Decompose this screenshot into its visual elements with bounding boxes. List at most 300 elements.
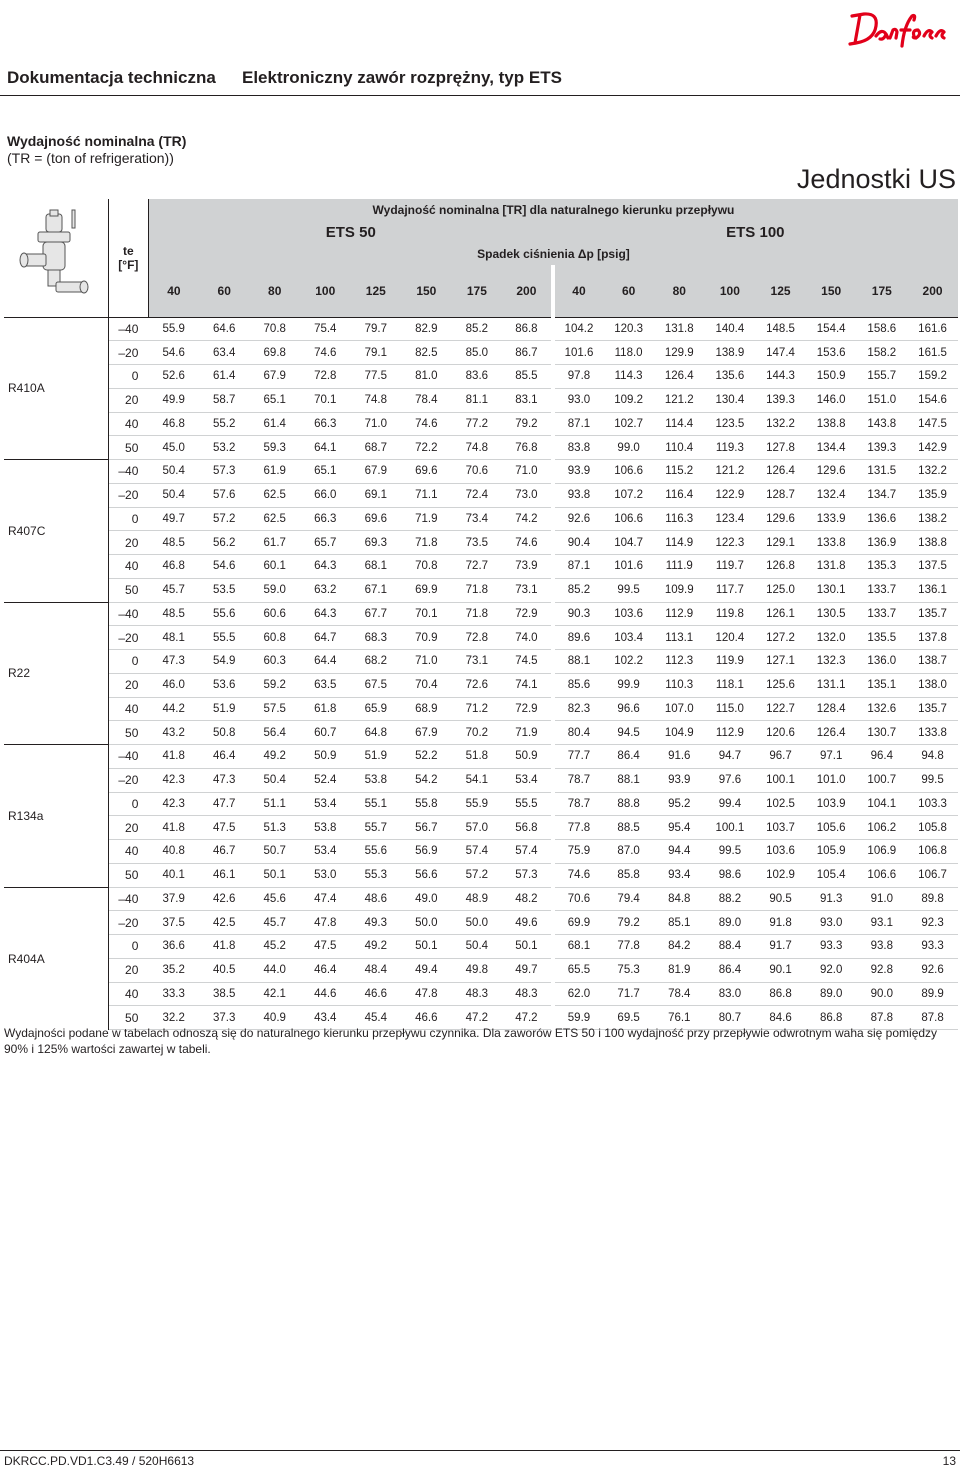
capacity-cell: 66.3 <box>300 412 351 436</box>
capacity-cell: 85.2 <box>452 317 503 341</box>
pressure-header-cell: 100 <box>705 265 756 317</box>
capacity-cell: 87.0 <box>603 840 654 864</box>
capacity-cell: 107.0 <box>654 697 705 721</box>
capacity-cell: 93.8 <box>553 483 604 507</box>
capacity-cell: 83.6 <box>452 365 503 389</box>
capacity-cell: 99.4 <box>705 792 756 816</box>
capacity-cell: 49.0 <box>401 887 452 911</box>
capacity-cell: 65.1 <box>300 460 351 484</box>
pressure-drop-header: Spadek ciśnienia Δp [psig] <box>148 243 958 265</box>
capacity-cell: 54.1 <box>452 768 503 792</box>
capacity-cell: 63.2 <box>300 578 351 602</box>
capacity-cell: 55.8 <box>401 792 452 816</box>
capacity-cell: 68.9 <box>401 697 452 721</box>
pressure-header-cell: 175 <box>857 265 908 317</box>
refrigerant-label: R404A <box>4 887 108 1030</box>
capacity-cell: 62.0 <box>553 982 604 1006</box>
table-row <box>4 460 958 484</box>
capacity-cell: 47.5 <box>300 935 351 959</box>
capacity-cell: 50.1 <box>249 863 300 887</box>
capacity-cell: 133.7 <box>857 602 908 626</box>
evaporating-temp-cell: –20 <box>108 626 148 650</box>
capacity-cell: 103.3 <box>907 792 958 816</box>
capacity-cell: 70.4 <box>401 673 452 697</box>
evaporating-temp-cell: 20 <box>108 388 148 412</box>
capacity-cell: 88.5 <box>603 816 654 840</box>
capacity-cell: 103.6 <box>603 602 654 626</box>
capacity-cell: 93.9 <box>553 460 604 484</box>
capacity-cell: 42.3 <box>148 792 199 816</box>
capacity-cell: 65.7 <box>300 531 351 555</box>
capacity-cell: 136.9 <box>857 531 908 555</box>
capacity-cell: 57.3 <box>502 863 553 887</box>
capacity-cell: 65.5 <box>553 958 604 982</box>
capacity-cell: 70.6 <box>452 460 503 484</box>
capacity-cell: 84.6 <box>755 1006 806 1030</box>
capacity-cell: 101.0 <box>806 768 857 792</box>
pressure-header-cell: 125 <box>351 265 402 317</box>
capacity-cell: 110.3 <box>654 673 705 697</box>
capacity-cell: 37.5 <box>148 911 199 935</box>
capacity-cell: 143.8 <box>857 412 908 436</box>
te-unit: [°F] <box>118 257 139 272</box>
evaporating-temp-cell: –20 <box>108 341 148 365</box>
capacity-cell: 114.9 <box>654 531 705 555</box>
evaporating-temp-cell: –20 <box>108 911 148 935</box>
capacity-cell: 135.1 <box>857 673 908 697</box>
capacity-cell: 103.9 <box>806 792 857 816</box>
capacity-cell: 89.0 <box>705 911 756 935</box>
capacity-cell: 78.4 <box>654 982 705 1006</box>
footnote: Wydajności podane w tabelach odnoszą się do naturalnego kierunku przepływu czynnika. Dla zaworów ETS 50 i 100 wydajność przy przepływie odwrotnym waha się pomiędzy 90% i 125% wartości zawartej w tabeli. <box>4 1026 938 1056</box>
capacity-cell: 53.4 <box>300 792 351 816</box>
capacity-cell: 62.5 <box>249 483 300 507</box>
capacity-cell: 88.1 <box>603 768 654 792</box>
capacity-cell: 92.3 <box>907 911 958 935</box>
capacity-cell: 50.4 <box>249 768 300 792</box>
capacity-cell: 52.4 <box>300 768 351 792</box>
capacity-cell: 86.4 <box>705 958 756 982</box>
capacity-cell: 126.4 <box>654 365 705 389</box>
capacity-cell: 91.6 <box>654 745 705 769</box>
capacity-cell: 158.6 <box>857 317 908 341</box>
capacity-cell: 97.1 <box>806 745 857 769</box>
capacity-cell: 70.9 <box>401 626 452 650</box>
capacity-cell: 75.9 <box>553 840 604 864</box>
capacity-cell: 61.7 <box>249 531 300 555</box>
capacity-cell: 125.0 <box>755 578 806 602</box>
capacity-cell: 72.9 <box>502 602 553 626</box>
te-header <box>108 199 148 317</box>
table-row <box>4 602 958 626</box>
capacity-cell: 55.1 <box>351 792 402 816</box>
capacity-cell: 57.4 <box>452 840 503 864</box>
capacity-cell: 53.6 <box>199 673 250 697</box>
capacity-cell: 83.8 <box>553 436 604 460</box>
refrigerant-label: R134a <box>4 745 108 888</box>
capacity-cell: 93.0 <box>553 388 604 412</box>
evaporating-temp-cell: 0 <box>108 650 148 674</box>
capacity-cell: 139.3 <box>755 388 806 412</box>
capacity-cell: 64.1 <box>300 436 351 460</box>
capacity-cell: 60.8 <box>249 626 300 650</box>
table-row <box>4 982 958 1006</box>
capacity-cell: 123.5 <box>705 412 756 436</box>
capacity-cell: 93.4 <box>654 863 705 887</box>
capacity-cell: 55.5 <box>502 792 553 816</box>
capacity-cell: 96.6 <box>603 697 654 721</box>
capacity-cell: 137.8 <box>907 626 958 650</box>
capacity-cell: 123.4 <box>705 507 756 531</box>
capacity-cell: 74.0 <box>502 626 553 650</box>
pressure-header-cell: 125 <box>755 265 806 317</box>
capacity-cell: 115.2 <box>654 460 705 484</box>
capacity-cell: 53.8 <box>300 816 351 840</box>
capacity-cell: 59.0 <box>249 578 300 602</box>
capacity-cell: 76.1 <box>654 1006 705 1030</box>
capacity-cell: 54.6 <box>148 341 199 365</box>
evaporating-temp-cell: 20 <box>108 816 148 840</box>
capacity-cell: 87.8 <box>907 1006 958 1030</box>
capacity-cell: 53.8 <box>351 768 402 792</box>
table-row <box>4 935 958 959</box>
capacity-cell: 49.9 <box>148 388 199 412</box>
capacity-cell: 72.9 <box>502 697 553 721</box>
capacity-cell: 159.2 <box>907 365 958 389</box>
capacity-cell: 130.5 <box>806 602 857 626</box>
capacity-cell: 44.2 <box>148 697 199 721</box>
capacity-cell: 138.8 <box>806 412 857 436</box>
capacity-cell: 48.2 <box>502 887 553 911</box>
capacity-cell: 121.2 <box>705 460 756 484</box>
refrigerant-label: R22 <box>4 602 108 745</box>
capacity-cell: 71.0 <box>351 412 402 436</box>
capacity-cell: 46.4 <box>300 958 351 982</box>
capacity-cell: 73.1 <box>452 650 503 674</box>
capacity-cell: 71.7 <box>603 982 654 1006</box>
capacity-cell: 64.3 <box>300 602 351 626</box>
capacity-cell: 151.0 <box>857 388 908 412</box>
capacity-cell: 46.6 <box>351 982 402 1006</box>
capacity-cell: 68.1 <box>351 555 402 579</box>
capacity-cell: 85.6 <box>553 673 604 697</box>
capacity-cell: 91.7 <box>755 935 806 959</box>
capacity-cell: 87.1 <box>553 412 604 436</box>
capacity-cell: 99.9 <box>603 673 654 697</box>
capacity-cell: 102.2 <box>603 650 654 674</box>
capacity-cell: 90.4 <box>553 531 604 555</box>
capacity-cell: 80.4 <box>553 721 604 745</box>
pressure-header-cell: 80 <box>249 265 300 317</box>
evaporating-temp-cell: 0 <box>108 507 148 531</box>
capacity-cell: 130.1 <box>806 578 857 602</box>
capacity-cell: 104.2 <box>553 317 604 341</box>
capacity-cell: 106.9 <box>857 840 908 864</box>
capacity-cell: 74.6 <box>502 531 553 555</box>
capacity-cell: 60.7 <box>300 721 351 745</box>
capacity-cell: 112.9 <box>654 602 705 626</box>
capacity-cell: 47.8 <box>401 982 452 1006</box>
capacity-cell: 106.7 <box>907 863 958 887</box>
capacity-cell: 64.6 <box>199 317 250 341</box>
capacity-cell: 74.5 <box>502 650 553 674</box>
capacity-cell: 100.1 <box>755 768 806 792</box>
capacity-cell: 88.1 <box>553 650 604 674</box>
capacity-cell: 161.5 <box>907 341 958 365</box>
capacity-cell: 53.4 <box>502 768 553 792</box>
header-divider <box>0 95 960 96</box>
capacity-cell: 42.6 <box>199 887 250 911</box>
capacity-cell: 59.2 <box>249 673 300 697</box>
capacity-cell: 85.1 <box>654 911 705 935</box>
capacity-cell: 105.8 <box>907 816 958 840</box>
capacity-cell: 88.8 <box>603 792 654 816</box>
table-row <box>4 697 958 721</box>
capacity-cell: 71.9 <box>401 507 452 531</box>
capacity-cell: 59.9 <box>553 1006 604 1030</box>
capacity-cell: 45.7 <box>249 911 300 935</box>
table-row <box>4 958 958 982</box>
capacity-cell: 48.1 <box>148 626 199 650</box>
evaporating-temp-cell: –40 <box>108 745 148 769</box>
capacity-cell: 117.7 <box>705 578 756 602</box>
capacity-cell: 133.9 <box>806 507 857 531</box>
capacity-cell: 71.1 <box>401 483 452 507</box>
capacity-cell: 56.9 <box>401 840 452 864</box>
capacity-cell: 57.0 <box>452 816 503 840</box>
capacity-cell: 119.3 <box>705 436 756 460</box>
capacity-cell: 55.5 <box>199 626 250 650</box>
capacity-cell: 71.8 <box>452 602 503 626</box>
capacity-cell: 96.4 <box>857 745 908 769</box>
capacity-cell: 77.7 <box>553 745 604 769</box>
capacity-cell: 110.4 <box>654 436 705 460</box>
capacity-cell: 92.6 <box>553 507 604 531</box>
capacity-cell: 92.6 <box>907 958 958 982</box>
capacity-cell: 75.4 <box>300 317 351 341</box>
capacity-cell: 55.9 <box>148 317 199 341</box>
capacity-cell: 38.5 <box>199 982 250 1006</box>
capacity-cell: 103.6 <box>755 840 806 864</box>
capacity-cell: 81.9 <box>654 958 705 982</box>
capacity-cell: 69.3 <box>351 531 402 555</box>
capacity-cell: 61.4 <box>199 365 250 389</box>
capacity-cell: 52.6 <box>148 365 199 389</box>
capacity-cell: 56.2 <box>199 531 250 555</box>
capacity-cell: 68.2 <box>351 650 402 674</box>
capacity-cell: 135.6 <box>705 365 756 389</box>
capacity-cell: 55.6 <box>199 602 250 626</box>
evaporating-temp-cell: 20 <box>108 673 148 697</box>
capacity-cell: 86.4 <box>603 745 654 769</box>
capacity-cell: 129.1 <box>755 531 806 555</box>
capacity-cell: 85.8 <box>603 863 654 887</box>
capacity-cell: 51.3 <box>249 816 300 840</box>
capacity-cell: 44.0 <box>249 958 300 982</box>
capacity-cell: 129.6 <box>755 507 806 531</box>
capacity-cell: 114.4 <box>654 412 705 436</box>
footer-divider <box>0 1450 960 1451</box>
capacity-cell: 56.8 <box>502 816 553 840</box>
capacity-cell: 109.9 <box>654 578 705 602</box>
capacity-cell: 70.8 <box>401 555 452 579</box>
capacity-cell: 116.3 <box>654 507 705 531</box>
capacity-cell: 46.8 <box>148 412 199 436</box>
pressure-header-cell: 60 <box>199 265 250 317</box>
capacity-cell: 112.9 <box>705 721 756 745</box>
capacity-cell: 45.4 <box>351 1006 402 1030</box>
capacity-cell: 82.5 <box>401 341 452 365</box>
capacity-cell: 53.5 <box>199 578 250 602</box>
valve-image <box>4 199 108 317</box>
capacity-cell: 57.6 <box>199 483 250 507</box>
doc-type-title: Dokumentacja techniczna <box>7 68 216 87</box>
capacity-cell: 126.4 <box>806 721 857 745</box>
capacity-cell: 131.8 <box>654 317 705 341</box>
capacity-cell: 53.2 <box>199 436 250 460</box>
capacity-cell: 90.0 <box>857 982 908 1006</box>
evaporating-temp-cell: –20 <box>108 768 148 792</box>
refrigerant-label: R410A <box>4 317 108 460</box>
capacity-cell: 83.0 <box>705 982 756 1006</box>
capacity-cell: 72.8 <box>300 365 351 389</box>
capacity-cell: 47.5 <box>199 816 250 840</box>
capacity-cell: 42.1 <box>249 982 300 1006</box>
capacity-cell: 57.4 <box>502 840 553 864</box>
evaporating-temp-cell: 50 <box>108 863 148 887</box>
capacity-cell: 72.6 <box>452 673 503 697</box>
pressure-header-cell: 175 <box>452 265 503 317</box>
capacity-cell: 82.9 <box>401 317 452 341</box>
capacity-cell: 81.0 <box>401 365 452 389</box>
capacity-cell: 57.5 <box>249 697 300 721</box>
capacity-cell: 85.5 <box>502 365 553 389</box>
capacity-cell: 93.3 <box>907 935 958 959</box>
capacity-cell: 93.1 <box>857 911 908 935</box>
capacity-cell: 70.1 <box>401 602 452 626</box>
capacity-cell: 48.6 <box>351 887 402 911</box>
pressure-header-cell: 40 <box>148 265 199 317</box>
capacity-cell: 89.6 <box>553 626 604 650</box>
capacity-cell: 112.3 <box>654 650 705 674</box>
capacity-cell: 97.8 <box>553 365 604 389</box>
capacity-cell: 71.0 <box>401 650 452 674</box>
capacity-cell: 79.7 <box>351 317 402 341</box>
capacity-cell: 49.8 <box>452 958 503 982</box>
capacity-cell: 50.0 <box>452 911 503 935</box>
capacity-cell: 40.5 <box>199 958 250 982</box>
evaporating-temp-cell: 0 <box>108 792 148 816</box>
capacity-cell: 61.8 <box>300 697 351 721</box>
capacity-cell: 46.8 <box>148 555 199 579</box>
capacity-cell: 67.7 <box>351 602 402 626</box>
capacity-cell: 72.7 <box>452 555 503 579</box>
capacity-cell: 63.5 <box>300 673 351 697</box>
capacity-cell: 105.6 <box>806 816 857 840</box>
capacity-cell: 136.0 <box>857 650 908 674</box>
capacity-cell: 71.2 <box>452 697 503 721</box>
capacity-cell: 72.2 <box>401 436 452 460</box>
capacity-cell: 49.7 <box>502 958 553 982</box>
capacity-cell: 107.2 <box>603 483 654 507</box>
capacity-cell: 45.0 <box>148 436 199 460</box>
capacity-cell: 61.4 <box>249 412 300 436</box>
capacity-cell: 111.9 <box>654 555 705 579</box>
capacity-cell: 45.6 <box>249 887 300 911</box>
capacity-cell: 161.6 <box>907 317 958 341</box>
capacity-cell: 47.4 <box>300 887 351 911</box>
capacity-cell: 48.9 <box>452 887 503 911</box>
capacity-cell: 120.4 <box>705 626 756 650</box>
capacity-cell: 137.5 <box>907 555 958 579</box>
table-row <box>4 816 958 840</box>
capacity-cell: 68.1 <box>553 935 604 959</box>
capacity-cell: 135.3 <box>857 555 908 579</box>
capacity-cell: 72.4 <box>452 483 503 507</box>
capacity-cell: 70.8 <box>249 317 300 341</box>
capacity-cell: 119.7 <box>705 555 756 579</box>
capacity-cell: 144.3 <box>755 365 806 389</box>
capacity-cell: 33.3 <box>148 982 199 1006</box>
units-label: Jednostki US <box>796 164 956 194</box>
capacity-cell: 74.2 <box>502 507 553 531</box>
capacity-cell: 51.8 <box>452 745 503 769</box>
section-title: Wydajność nominalna (TR) <box>7 133 187 149</box>
valve-icon <box>16 208 96 304</box>
evaporating-temp-cell: –40 <box>108 887 148 911</box>
table-row <box>4 650 958 674</box>
capacity-cell: 103.4 <box>603 626 654 650</box>
capacity-cell: 128.4 <box>806 697 857 721</box>
capacity-cell: 125.6 <box>755 673 806 697</box>
capacity-cell: 105.9 <box>806 840 857 864</box>
capacity-cell: 50.0 <box>401 911 452 935</box>
capacity-cell: 132.2 <box>907 460 958 484</box>
capacity-cell: 68.7 <box>351 436 402 460</box>
capacity-cell: 99.5 <box>705 840 756 864</box>
capacity-cell: 94.4 <box>654 840 705 864</box>
capacity-cell: 69.8 <box>249 341 300 365</box>
capacity-cell: 114.3 <box>603 365 654 389</box>
evaporating-temp-cell: 40 <box>108 555 148 579</box>
table-row <box>4 745 958 769</box>
capacity-cell: 104.7 <box>603 531 654 555</box>
capacity-cell: 147.4 <box>755 341 806 365</box>
capacity-cell: 47.7 <box>199 792 250 816</box>
capacity-cell: 45.2 <box>249 935 300 959</box>
capacity-cell: 102.5 <box>755 792 806 816</box>
capacity-cell: 60.3 <box>249 650 300 674</box>
capacity-cell: 74.6 <box>401 412 452 436</box>
capacity-cell: 57.2 <box>452 863 503 887</box>
table-row <box>4 365 958 389</box>
pressure-header-cell: 150 <box>401 265 452 317</box>
capacity-cell: 67.5 <box>351 673 402 697</box>
capacity-cell: 115.0 <box>705 697 756 721</box>
capacity-cell: 54.2 <box>401 768 452 792</box>
capacity-cell: 72.8 <box>452 626 503 650</box>
capacity-cell: 90.5 <box>755 887 806 911</box>
capacity-cell: 118.1 <box>705 673 756 697</box>
capacity-cell: 46.1 <box>199 863 250 887</box>
capacity-cell: 50.4 <box>148 483 199 507</box>
evaporating-temp-cell: 20 <box>108 958 148 982</box>
capacity-cell: 55.9 <box>452 792 503 816</box>
capacity-cell: 131.8 <box>806 555 857 579</box>
capacity-caption: Wydajność nominalna [TR] dla naturalnego kierunku przepływu <box>148 199 958 221</box>
table-row <box>4 388 958 412</box>
capacity-cell: 43.4 <box>300 1006 351 1030</box>
